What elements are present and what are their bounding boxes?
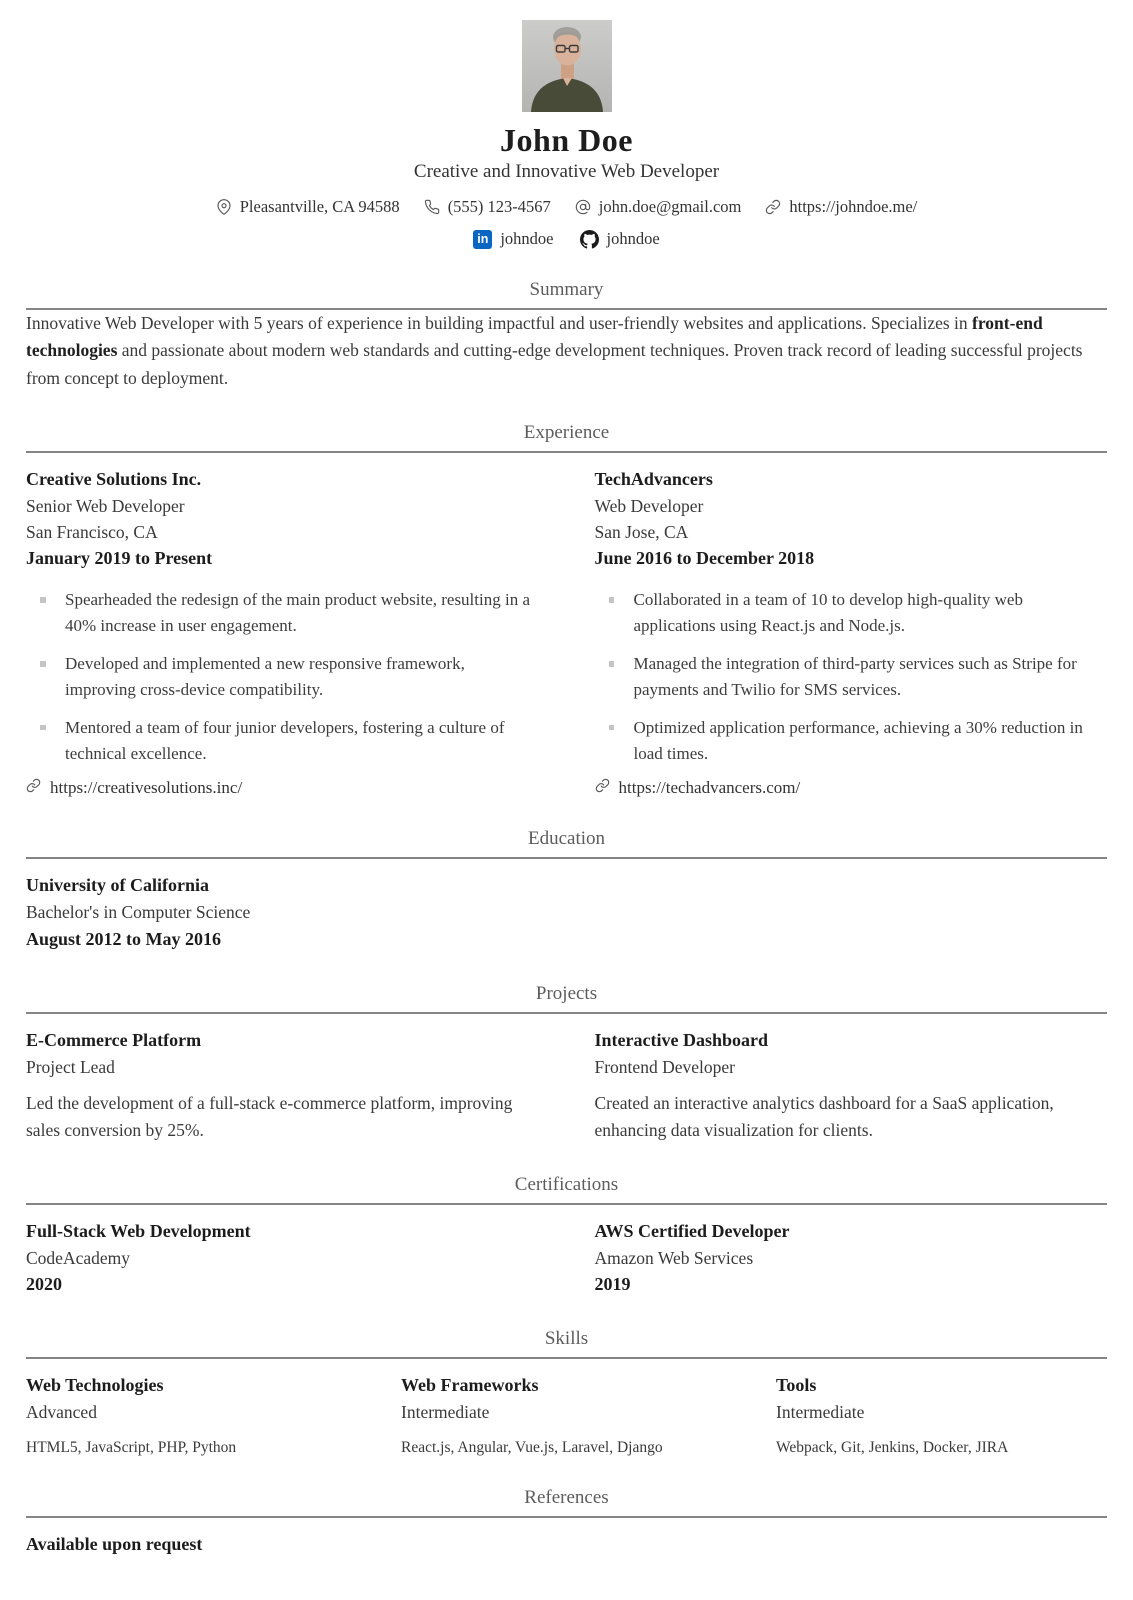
person-name: John Doe bbox=[500, 122, 633, 158]
job-location: San Jose, CA bbox=[594, 522, 689, 543]
skill-level: Advanced bbox=[26, 1402, 97, 1423]
certification-name: Full-Stack Web Development bbox=[26, 1221, 251, 1242]
school-name: University of California bbox=[26, 875, 209, 896]
job-bullet: Collaborated in a team of 10 to develop high-quality web applications using React.js and Node.js. bbox=[607, 587, 1108, 639]
certifications-heading: Certifications bbox=[514, 1174, 619, 1196]
location-text: Pleasantville, CA 94588 bbox=[239, 197, 400, 216]
location-item bbox=[216, 197, 400, 217]
experience-columns bbox=[26, 466, 1107, 798]
education-dates: August 2012 to May 2016 bbox=[26, 928, 222, 949]
resume-header bbox=[26, 20, 1107, 249]
skill-items: React.js, Angular, Vue.js, Laravel, Django bbox=[401, 1438, 663, 1456]
person-title: Creative and Innovative Web Developer bbox=[413, 161, 720, 182]
email-link[interactable] bbox=[575, 197, 742, 217]
job-role: Senior Web Developer bbox=[26, 495, 185, 516]
summary-heading: Summary bbox=[529, 279, 604, 300]
company-url-text: https://creativesolutions.inc/ bbox=[50, 778, 243, 798]
section-rule bbox=[26, 1516, 1107, 1518]
linkedin-icon: in bbox=[473, 230, 492, 249]
section-rule bbox=[26, 451, 1107, 453]
project-entry bbox=[595, 1027, 1108, 1145]
profiles-row bbox=[26, 229, 1107, 249]
job-entry bbox=[26, 466, 539, 798]
section-rule bbox=[26, 1012, 1107, 1014]
skill-level: Intermediate bbox=[776, 1402, 865, 1423]
project-name: E-Commerce Platform bbox=[26, 1029, 202, 1050]
job-dates: January 2019 to Present bbox=[26, 548, 213, 569]
job-bullet: Optimized application performance, achieving a 30% reduction in load times. bbox=[607, 715, 1108, 767]
skill-group bbox=[401, 1372, 732, 1456]
section-summary bbox=[26, 279, 1107, 392]
education-heading: Education bbox=[527, 828, 606, 850]
skills-heading: Skills bbox=[544, 1328, 589, 1350]
section-rule bbox=[26, 1203, 1107, 1205]
projects-columns bbox=[26, 1027, 1107, 1145]
profile-photo bbox=[522, 20, 612, 112]
section-rule bbox=[26, 857, 1107, 859]
experience-heading: Experience bbox=[523, 421, 610, 443]
job-entry bbox=[595, 466, 1108, 798]
company-name: Creative Solutions Inc. bbox=[26, 468, 202, 489]
website-text: https://johndoe.me/ bbox=[789, 197, 918, 216]
link-icon bbox=[26, 778, 41, 798]
skill-level: Intermediate bbox=[401, 1402, 490, 1423]
link-icon bbox=[765, 199, 781, 215]
phone-item bbox=[424, 197, 551, 217]
job-dates: June 2016 to December 2018 bbox=[594, 548, 815, 569]
github-icon bbox=[580, 230, 599, 249]
degree: Bachelor's in Computer Science bbox=[26, 902, 251, 923]
certification-year: 2020 bbox=[26, 1274, 62, 1295]
link-icon bbox=[595, 778, 610, 798]
section-education bbox=[26, 828, 1107, 952]
project-description: Created an interactive analytics dashboard for a SaaS application, enhancing data visualization for clients. bbox=[594, 1092, 1054, 1140]
section-experience bbox=[26, 422, 1107, 798]
location-pin-icon bbox=[216, 199, 232, 215]
job-bullet: Managed the integration of third-party services such as Stripe for payments and Twilio for SMS services. bbox=[607, 651, 1108, 703]
certification-year: 2019 bbox=[594, 1274, 631, 1295]
company-name: TechAdvancers bbox=[594, 468, 713, 489]
job-highlights bbox=[595, 587, 1108, 766]
skill-group bbox=[26, 1372, 357, 1456]
project-entry bbox=[26, 1027, 539, 1145]
company-url-text: https://techadvancers.com/ bbox=[618, 778, 801, 798]
section-references bbox=[26, 1487, 1107, 1558]
github-link[interactable] bbox=[580, 229, 660, 249]
job-highlights bbox=[26, 587, 539, 766]
at-sign-icon bbox=[575, 199, 591, 215]
project-role: Project Lead bbox=[26, 1056, 115, 1077]
linkedin-handle: johndoe bbox=[500, 229, 554, 248]
website-link[interactable] bbox=[765, 197, 917, 217]
summary-paragraph bbox=[26, 310, 1107, 392]
project-description: Led the development of a full-stack e-commerce platform, improving sales conversion by 25%. bbox=[26, 1092, 513, 1140]
job-bullet: Spearheaded the redesign of the main product website, resulting in a 40% increase in user engagement. bbox=[38, 587, 539, 639]
certifications-columns bbox=[26, 1218, 1107, 1298]
skill-group bbox=[776, 1372, 1107, 1456]
project-role: Frontend Developer bbox=[594, 1056, 735, 1077]
section-skills bbox=[26, 1328, 1107, 1456]
education-entry bbox=[26, 872, 1107, 952]
job-bullet: Developed and implemented a new responsive framework, improving cross-device compatibility. bbox=[38, 651, 539, 703]
phone-text: (555) 123-4567 bbox=[447, 197, 551, 216]
certification-entry bbox=[595, 1218, 1108, 1298]
section-rule bbox=[26, 1357, 1107, 1359]
job-location: San Francisco, CA bbox=[26, 522, 158, 543]
certification-issuer: Amazon Web Services bbox=[594, 1248, 754, 1269]
project-name: Interactive Dashboard bbox=[594, 1029, 768, 1050]
certification-entry bbox=[26, 1218, 539, 1298]
company-url-link[interactable] bbox=[595, 778, 1108, 798]
skill-items: HTML5, JavaScript, PHP, Python bbox=[26, 1438, 237, 1456]
contact-row bbox=[26, 197, 1107, 217]
company-url-link[interactable] bbox=[26, 778, 539, 798]
references-note: Available upon request bbox=[26, 1533, 203, 1554]
skill-items: Webpack, Git, Jenkins, Docker, JIRA bbox=[776, 1438, 1009, 1456]
summary-text-bold: front-end technologies bbox=[26, 313, 1043, 361]
references-heading: References bbox=[524, 1486, 609, 1508]
skills-columns bbox=[26, 1372, 1107, 1456]
phone-icon bbox=[424, 199, 440, 215]
certification-name: AWS Certified Developer bbox=[594, 1221, 790, 1242]
linkedin-link[interactable] bbox=[473, 229, 553, 249]
job-role: Web Developer bbox=[594, 495, 704, 516]
job-bullet: Mentored a team of four junior developers, fostering a culture of technical excellence. bbox=[38, 715, 539, 767]
certification-issuer: CodeAcademy bbox=[26, 1248, 130, 1269]
projects-heading: Projects bbox=[535, 982, 598, 1004]
summary-text-1: Innovative Web Developer with 5 years of experience in building impactful and user-friendly websites and applications. Specializes in bbox=[26, 313, 973, 333]
section-projects bbox=[26, 983, 1107, 1145]
skill-category: Web Technologies bbox=[26, 1375, 164, 1396]
summary-text-2: and passionate about modern web standards and cutting-edge development techniques. Proven track record of leading successful projects from concept to deployment. bbox=[26, 340, 1083, 388]
skill-category: Tools bbox=[776, 1375, 817, 1396]
email-text: john.doe@gmail.com bbox=[598, 197, 742, 216]
skill-category: Web Frameworks bbox=[401, 1375, 539, 1396]
github-handle: johndoe bbox=[606, 229, 660, 248]
section-certifications bbox=[26, 1174, 1107, 1298]
